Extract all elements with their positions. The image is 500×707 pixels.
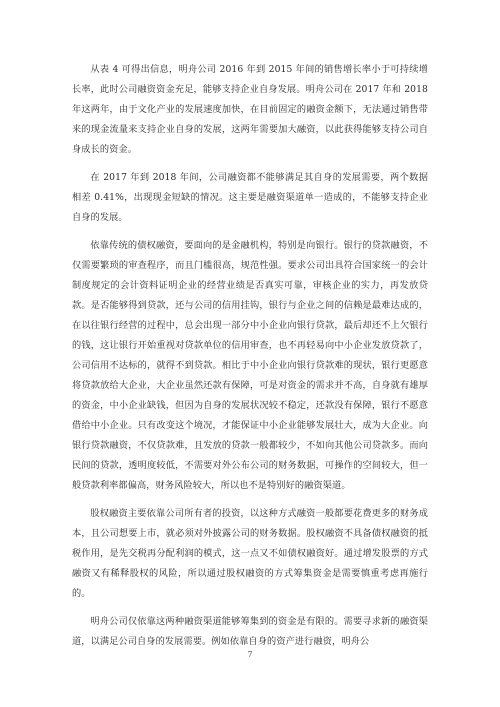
page-number: 7 <box>247 650 253 659</box>
paragraph-cash-shortage: 在 2017 年到 2018 年间，公司融资都不能够满足其自身的发展需要，两个数据相差 0.41%，出现现金短缺的情况。这主要是融资渠道单一造成的，不能够支持企业自身的发展。 <box>72 172 428 223</box>
body-text <box>72 60 428 660</box>
paragraph-debt-financing: 依靠传统的债权融资，要面向的是金融机构，特别是向银行。银行的贷款融资，不仅需要繁琐的审查程序，而且门槛很高，规范性强。要求公司出具符合国家统一的会计制度规定的会计资料证明企业的经营业绩是否真实可靠，审核企业的实力，再发放贷款。是否能够得到贷款，还与公司的信用挂钩，银行与企业之间的信赖是最难达成的，在以往银行经营的过程中，总会出现一部分中小企业向银行贷款，最后却还不上欠银行的钱，这让银行开始重视对贷款单位的信用审查，也不再轻易向中小企业发放贷款了，公司信用不达标的，就得不到贷款。相比于中小企业向银行贷款难的现状，银行更愿意将贷款放给大企业，大企业虽然还款有保障，可是对资金的需求并不高，自身就有雄厚的资金，中小企业缺钱，但因为自身的发展状况较不稳定，还款没有保障，银行不愿意借给中小企业。只有改变这个境况，才能保证中小企业能够发展壮大，成为大企业。向银行贷款融资，不仅贷款难，且发放的贷款一般都较少，不如向其他公司贷款多。而向民间的贷款，透明度较低，不需要对外公布公司的财务数据，可操作的空间较大，但一般贷款利率都偏高，财务风险较大，所以也不是特别好的融资渠道。 <box>72 240 428 491</box>
paragraph-new-channels: 明舟公司仅依靠这两种融资渠道能够筹集到的资金是有限的。需要寻求新的融资渠道，以满足公司自身的发展需要。例如依靠自身的资产进行融资，明舟公 <box>72 616 428 647</box>
paragraph-growth-rate: 从表 4 可得出信息，明舟公司 2016 年到 2015 年间的销售增长率小于可持续增长率，此时公司融资资金充足，能够支持企业自身发展。明舟公司在 2017 年和 2018 年这两年，由于文化产业的发展速度加快，在目前固定的融资金额下，无法通过销售带来的现金流量来支持企业自身的发展，这两年需要加大融资，以此获得能够支持公司自身成长的资金。 <box>72 64 428 155</box>
paragraph-equity-financing: 股权融资主要依靠公司所有者的投资，以这种方式融资一般都要花费更多的财务成本，且公司想要上市，就必须对外披露公司的财务数据。股权融资不具备债权融资的抵税作用，是先交税再分配利润的模式，这一点又不如债权融资好。通过增发股票的方式融资又有稀释股权的风险，所以通过股权融资的方式筹集资金是需要慎重考虑再施行的。 <box>72 508 428 599</box>
